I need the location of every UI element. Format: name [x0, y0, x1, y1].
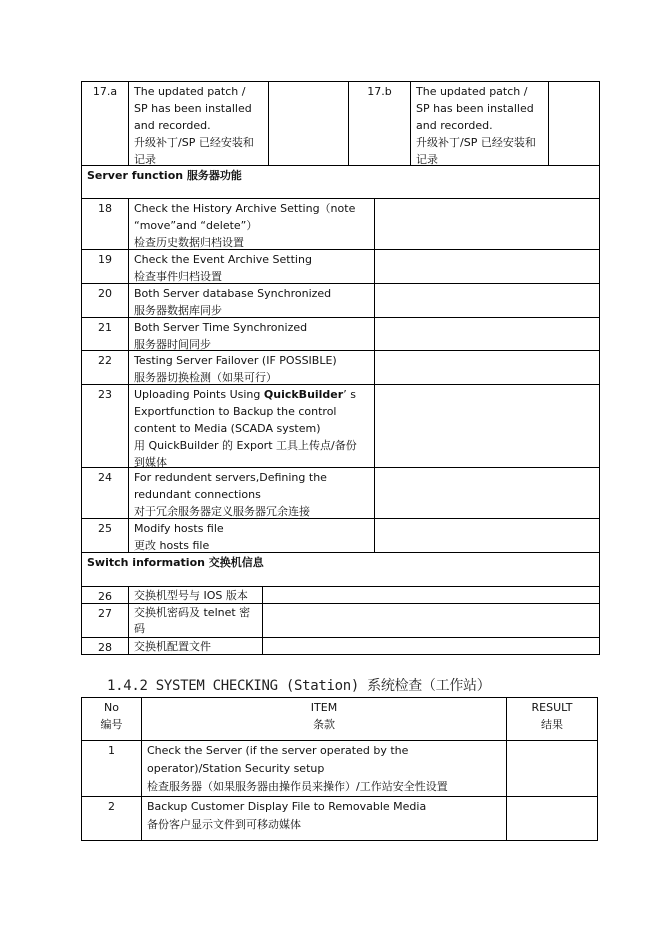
result-cell[interactable]	[263, 604, 600, 638]
item-text: Testing Server Failover (IF POSSIBLE) 服务器切换检测（如果可行）	[129, 351, 375, 385]
section-header: Switch information 交换机信息	[82, 553, 600, 587]
server-checklist-table	[81, 81, 600, 655]
result-cell[interactable]	[375, 199, 600, 250]
table-row	[82, 284, 600, 318]
row-number: 21	[82, 318, 129, 351]
result-cell[interactable]	[375, 519, 600, 553]
section-title: 1.4.2 SYSTEM CHECKING (Station) 系统检查（工作站）	[107, 678, 491, 694]
result-cell[interactable]	[375, 385, 600, 468]
row-number: 28	[82, 638, 129, 655]
row-number: 17.a	[82, 82, 129, 166]
item-text: Both Server Time Synchronized 服务器时间同步	[129, 318, 375, 351]
row-number: 23	[82, 385, 129, 468]
section-header-row	[82, 166, 600, 199]
row-number: 27	[82, 604, 129, 638]
item-text: The updated patch / SP has been installed and recorded. 升级补丁/SP 已经安装和 记录	[411, 82, 549, 166]
item-text-part: QuickBuilder	[263, 388, 344, 401]
result-cell[interactable]	[263, 638, 600, 655]
table-row	[82, 741, 598, 797]
item-text-part: Uploading Points Using	[134, 388, 264, 401]
item-text: 交换机密码及 telnet 密 码	[129, 604, 263, 638]
header-item: ITEM 条款	[142, 698, 507, 741]
item-text-part: ’ s Exportfunction to Backup the control content to Media (SCADA system) 用 QuickBuilder 的 Export 工具上传点/备份 到媒体	[134, 388, 357, 469]
result-cell[interactable]	[507, 741, 598, 797]
section-header-row	[82, 553, 600, 587]
table-row	[82, 468, 600, 519]
row-number: 17.b	[349, 82, 411, 166]
item-text: 交换机配置文件	[129, 638, 263, 655]
item-text: For redundent servers,Defining the redundant connections 对于冗余服务器定义服务器冗余连接	[129, 468, 375, 519]
result-cell[interactable]	[375, 250, 600, 284]
row-number: 24	[82, 468, 129, 519]
row-number: 22	[82, 351, 129, 385]
item-text: Modify hosts file 更改 hosts file	[129, 519, 375, 553]
row-number: 2	[82, 797, 142, 841]
table-row	[82, 604, 600, 638]
row-number: 26	[82, 587, 129, 604]
item-text: 交换机型号与 IOS 版本	[129, 587, 263, 604]
result-cell[interactable]	[375, 468, 600, 519]
table-header-row	[82, 698, 598, 741]
section-header: Server function 服务器功能	[82, 166, 600, 199]
result-cell[interactable]	[375, 351, 600, 385]
result-cell[interactable]	[507, 797, 598, 841]
table-row	[82, 587, 600, 604]
row-number: 20	[82, 284, 129, 318]
row-number: 18	[82, 199, 129, 250]
result-cell[interactable]	[263, 587, 600, 604]
station-checklist-table	[81, 697, 598, 841]
table-row	[82, 250, 600, 284]
item-text: Check the Event Archive Setting 检查事件归档设置	[129, 250, 375, 284]
result-cell[interactable]	[549, 82, 600, 166]
item-text: Check the Server (if the server operated by the operator)/Station Security setup 检查服务器（如果服务器由操作员来操作）/工作站安全性设置	[142, 741, 507, 797]
result-cell[interactable]	[375, 284, 600, 318]
table-row	[82, 385, 600, 468]
header-no: No 编号	[82, 698, 142, 741]
table-row	[82, 519, 600, 553]
header-result: RESULT 结果	[507, 698, 598, 741]
row-number: 25	[82, 519, 129, 553]
table-row	[82, 351, 600, 385]
row-number: 1	[82, 741, 142, 797]
result-cell[interactable]	[269, 82, 349, 166]
item-text: Both Server database Synchronized 服务器数据库同步	[129, 284, 375, 318]
table-row	[82, 199, 600, 250]
item-text: Check the History Archive Setting（note “move”and “delete”） 检查历史数据归档设置	[129, 199, 375, 250]
item-text: The updated patch / SP has been installed and recorded. 升级补丁/SP 已经安装和 记录	[129, 82, 269, 166]
table-row	[82, 82, 600, 166]
table-row	[82, 318, 600, 351]
row-number: 19	[82, 250, 129, 284]
table-row	[82, 797, 598, 841]
item-text	[129, 385, 375, 468]
table-row	[82, 638, 600, 655]
result-cell[interactable]	[375, 318, 600, 351]
item-text: Backup Customer Display File to Removable Media 备份客户显示文件到可移动媒体	[142, 797, 507, 841]
